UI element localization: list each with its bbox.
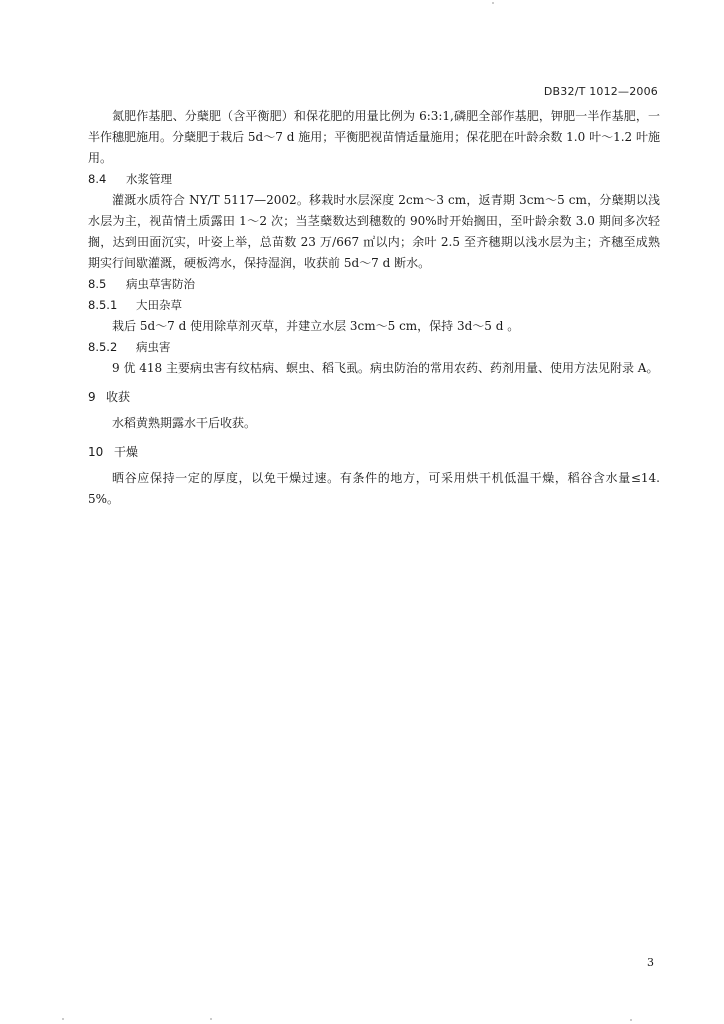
scan-speck xyxy=(62,1018,64,1020)
section-8-5-2-heading xyxy=(88,337,660,358)
section-number: 8.4 xyxy=(88,172,107,186)
paragraph-weed-control: 栽后 5d～7 d 使用除草剂灭草，并建立水层 3cm～5 cm，保持 3d～5 d 。 xyxy=(112,319,520,333)
section-number: 10 xyxy=(88,445,104,459)
section-8-4-heading xyxy=(88,169,660,190)
section-title: 大田杂草 xyxy=(136,298,182,312)
document-body xyxy=(88,106,660,510)
section-number: 8.5 xyxy=(88,277,107,291)
section-title: 病虫草害防治 xyxy=(126,277,195,291)
section-9-heading xyxy=(88,387,660,407)
standard-code-header: DB32/T 1012—2006 xyxy=(543,85,658,98)
section-number: 8.5.1 xyxy=(88,298,118,312)
section-title: 水浆管理 xyxy=(126,172,172,186)
section-number: 8.5.2 xyxy=(88,340,118,354)
paragraph-water-management: 灌溉水质符合 NY/T 5117—2002。移栽时水层深度 2cm～3 cm，返青期 3cm～5 cm，分蘖期以浅水层为主，视苗情土质露田 1～2 次；当茎蘖数达到穗数的 90%时开始搁田，至叶龄余数 3.0 期间多次轻搁，达到田面沉实，叶姿上举，总苗数 23 万/667 ㎡以内；余叶 2.5 至齐穗期以浅水层为主；齐穗至成熟期实行间歇灌溉，硬板湾水，保持湿润，收获前 5d～7 d 断水。 xyxy=(88,193,660,270)
section-title: 干燥 xyxy=(114,445,139,459)
section-8-5-1-heading xyxy=(88,295,660,316)
paragraph-harvest: 水稻黄熟期露水干后收获。 xyxy=(112,416,257,430)
section-title: 病虫害 xyxy=(136,340,171,354)
section-10-heading xyxy=(88,442,660,462)
paragraph-fertilizer: 氮肥作基肥、分蘖肥（含平衡肥）和保花肥的用量比例为 6:3:1,磷肥全部作基肥，钾肥一半作基肥，一半作穗肥施用。分蘖肥于栽后 5d～7 d 施用；平衡肥视苗情适量施用；保花肥在叶龄余数 1.0 叶～1.2 叶施用。 xyxy=(88,109,660,165)
section-title: 收获 xyxy=(106,390,131,404)
scan-speck xyxy=(630,1019,632,1021)
page-number: 3 xyxy=(647,956,654,969)
scan-speck xyxy=(492,2,494,4)
section-8-5-heading xyxy=(88,274,660,295)
paragraph-drying: 晒谷应保持一定的厚度，以免干燥过速。有条件的地方，可采用烘干机低温干燥，稻谷含水量≤14.5%。 xyxy=(88,471,660,506)
paragraph-pest-control: 9 优 418 主要病虫害有纹枯病、螟虫、稻飞虱。病虫防治的常用农药、药剂用量、使用方法见附录 A。 xyxy=(112,361,659,375)
scan-speck xyxy=(210,1018,212,1020)
section-number: 9 xyxy=(88,390,96,404)
